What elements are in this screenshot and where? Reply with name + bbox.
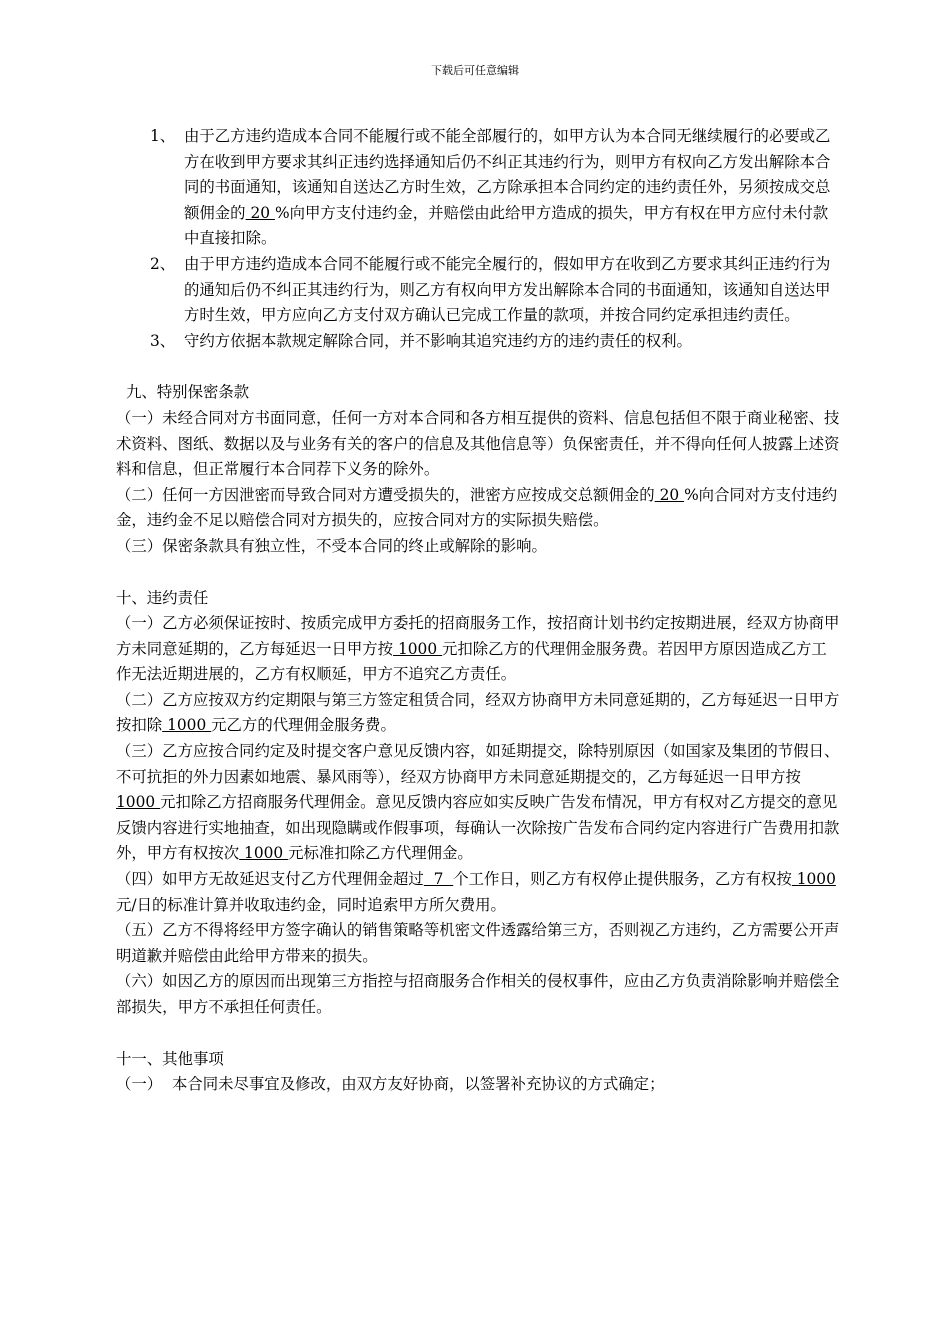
other-clause-1: （一） 本合同未尽事宜及修改，由双方友好协商，以签署补充协议的方式确定； bbox=[116, 1075, 665, 1094]
section-title-liability: 十、违约责任 bbox=[116, 588, 209, 607]
confidentiality-clause-2: （二）任何一方因泄密而导致合同对方遭受损失的，泄密方应按成交总额佣金的 20 %向合同对方支付违约金，违约金不足以赔偿合同对方损失的，应按合同对方的实际损失赔偿。 bbox=[116, 485, 838, 530]
item-text: 由于甲方违约造成本合同不能履行或不能完全履行的，假如甲方在收到乙方要求其纠正违约行为的通知后仍不纠正其违约行为，则乙方有权向甲方发出解除本合同的书面通知，该通知自送达甲方时生效，甲方应向乙方支付双方确认已完成工作量的款项，并按合同约定承担违约责任。 bbox=[184, 254, 831, 325]
days: 7 bbox=[423, 870, 454, 889]
liability-clause-6: （六）如因乙方的原因而出现第三方指控与招商服务合作相关的侵权事件，应由乙方负责消除影响并赔偿全部损失，甲方不承担任何责任。 bbox=[116, 972, 840, 1016]
termination-item-3 bbox=[116, 329, 840, 355]
item-text: 由于乙方违约造成本合同不能履行或不能全部履行的，如甲方认为本合同无继续履行的必要或乙方在收到甲方要求其纠正违约选择通知后仍不纠正其违约行为，则甲方有权向乙方发出解除本合同的书面通知，该通知自送达乙方时生效，乙方除承担本合同约定的违约责任外，另须按成交总额佣金的 20 %向甲方支付违约金，并赔偿由此给甲方造成的损失，甲方有权在甲方应付未付款中直接扣除。 bbox=[184, 127, 831, 248]
liability-clause-4: （四）如甲方无故延迟支付乙方代理佣金超过 7 个工作日，则乙方有权停止提供服务，乙方有权按 1000 元/日的标准计算并收取违约金，同时追索甲方所欠费用。 bbox=[116, 870, 836, 914]
item-text: 守约方依据本款规定解除合同，并不影响其追究违约方的违约责任的权利。 bbox=[184, 331, 692, 350]
amount: 1000 bbox=[116, 793, 161, 812]
item-number: 2、 bbox=[150, 254, 176, 273]
liability-clause-5: （五）乙方不得将经甲方签字确认的销售策略等机密文件透露给第三方，否则视乙方违约，乙方需要公开声明道歉并赔偿由此给甲方带来的损失。 bbox=[116, 921, 840, 965]
confidentiality-clause-1: （一）未经合同对方书面同意，任何一方对本合同和各方相互提供的资料、信息包括但不限于商业秘密、技术资料、图纸、数据以及与业务有关的客户的信息及其他信息等）负保密责任，并不得向任何人披露上述资料和信息，但正常履行本合同荐下义务的除外。 bbox=[116, 408, 840, 479]
termination-item-1 bbox=[116, 124, 840, 252]
liability-clause-2: （二）乙方应按双方约定期限与第三方签定租赁合同，经双方协商甲方未同意延期的，乙方每延迟一日甲方按扣除 1000 元乙方的代理佣金服务费。 bbox=[116, 690, 840, 735]
item-number: 1、 bbox=[150, 127, 176, 145]
amount: 1000 bbox=[393, 639, 442, 658]
page-header: 下载后可任意编辑 bbox=[431, 64, 519, 77]
amount: 1000 bbox=[791, 870, 836, 889]
liability-clause-1: （一）乙方必须保证按时、按质完成甲方委托的招商服务工作，按招商计划书约定按期进展，经双方协商甲方未同意延期的，乙方每延迟一日甲方按 1000 元扣除乙方的代理佣金服务费。若因甲方原因造成乙方工作无法近期进展的，乙方有权顺延，甲方不追究乙方责任。 bbox=[116, 614, 840, 684]
section-title-other: 十一、其他事项 bbox=[116, 1049, 224, 1068]
document-body bbox=[116, 124, 840, 1098]
confidentiality-clause-3: （三）保密条款具有独立性，不受本合同的终止或解除的影响。 bbox=[116, 536, 547, 555]
liability-clause-3: （三）乙方应按合同约定及时提交客户意见反馈内容，如延期提交，除特别原因（如国家及集团的节假日、不可抗拒的外力因素如地震、暴风雨等），经双方协商甲方未同意延期提交的，乙方每延迟一日甲方按 1000 元扣除乙方招商服务代理佣金。意见反馈内容应如实反映广告发布情况，甲方有权对乙方提交的意见反馈内容进行实地抽查，如出现隐瞒或作假事项，每确认一次除按广告发布合同约定内容进行广告费用扣款外，甲方有权按次 1000 元标准扣除乙方代理佣金。 bbox=[116, 742, 840, 863]
amount: 1000 bbox=[162, 716, 212, 735]
penalty-rate: 20 bbox=[245, 203, 275, 222]
section-title-confidentiality: 九、特别保密条款 bbox=[126, 383, 250, 402]
amount: 1000 bbox=[239, 844, 289, 863]
termination-item-2 bbox=[116, 252, 840, 329]
item-number: 3、 bbox=[150, 331, 176, 350]
penalty-rate: 20 bbox=[654, 485, 685, 504]
